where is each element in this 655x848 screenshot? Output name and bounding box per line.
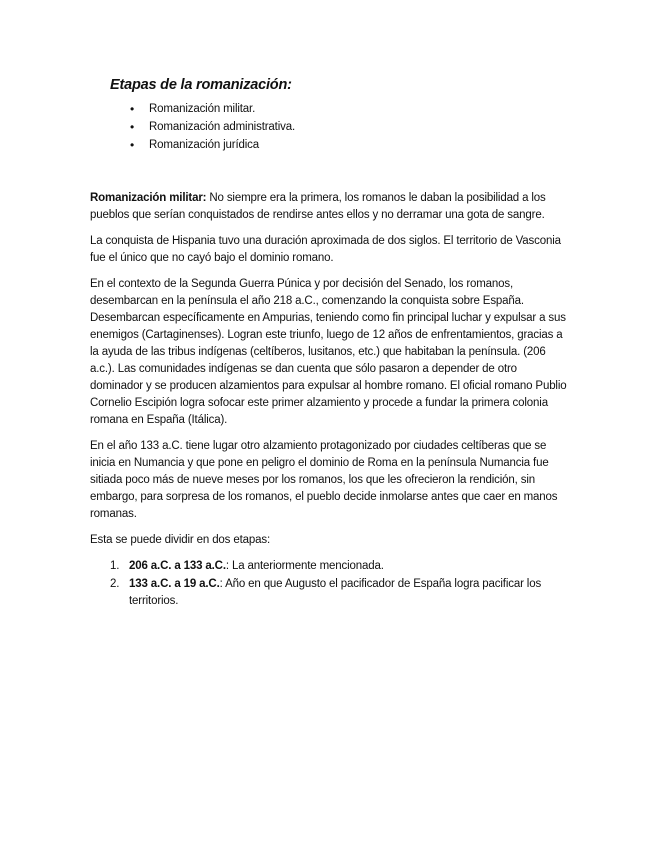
section-heading: Etapas de la romanización:: [110, 77, 292, 93]
list-item: • Romanización militar.: [149, 100, 568, 118]
list-number: 1.: [110, 560, 120, 572]
periods-numbered-list: [90, 558, 568, 610]
list-item: [110, 558, 568, 575]
paragraph-conquest-duration: La conquista de Hispania tuvo una duración aproximada de dos siglos. El territorio de Vasconia fue el único que no cayó bajo el dominio romano.: [90, 235, 561, 264]
list-number: 2.: [110, 578, 120, 590]
paragraph-numancia: En el año 133 a.C. tiene lugar otro alzamiento protagonizado por ciudades celtíberas que se inicia en Numancia y que pone en peligro el dominio de Roma en la península Numancia fue sitiada poco más de nueve meses por los romanos, los que les ofrecieron la rendición, sin embargo, para sorpresa de los romanos, el pueblo decide inmolarse antes que caer en manos romanas.: [90, 440, 558, 520]
period-description: : Año en que Augusto el pacificador de España logra pacificar los territorios.: [129, 578, 542, 607]
list-item: [110, 576, 568, 610]
document-page: [90, 74, 568, 611]
paragraph-military: [90, 190, 568, 224]
period-range: 133 a.C. a 19 a.C.: [129, 578, 220, 590]
list-item: • Romanización jurídica: [149, 136, 568, 154]
period-range: 206 a.C. a 133 a.C.: [129, 560, 226, 572]
paragraph-bold-lead: Romanización militar:: [90, 192, 207, 204]
paragraph-stages-intro: Esta se puede dividir en dos etapas:: [90, 534, 270, 546]
paragraph-text: No siempre era la primera, los romanos le daban la posibilidad a los pueblos que serían conquistados de rendirse antes ellos y no derramar una gota de sangre.: [90, 192, 546, 221]
period-description: : La anteriormente mencionada.: [225, 560, 384, 572]
list-item: • Romanización administrativa.: [149, 118, 568, 136]
paragraph-punic-war: En el contexto de la Segunda Guerra Púnica y por decisión del Senado, los romanos, desembarcan en la península el año 218 a.C., comenzando la conquista sobre España. Desembarcan específicamente en Ampurias, teniendo como fin principal luchar y expulsar a sus enemigos (Cartaginenses). Logran este triunfo, luego de 12 años de enfrentamientos, gracias a la ayuda de las tribus indígenas (celtíberos, lusitanos, etc.) que habitaban la península. (206 a.c.). Las comunidades indígenas se dan cuenta que sólo pasaron a depender de otro dominador y se producen alzamientos para expulsar al hombre romano. El oficial romano Publio Cornelio Escipión logra sofocar este primer alzamiento y procede a fundar la primera colonia romana en España (Itálica).: [90, 278, 567, 426]
stages-bullet-list: [90, 100, 568, 154]
